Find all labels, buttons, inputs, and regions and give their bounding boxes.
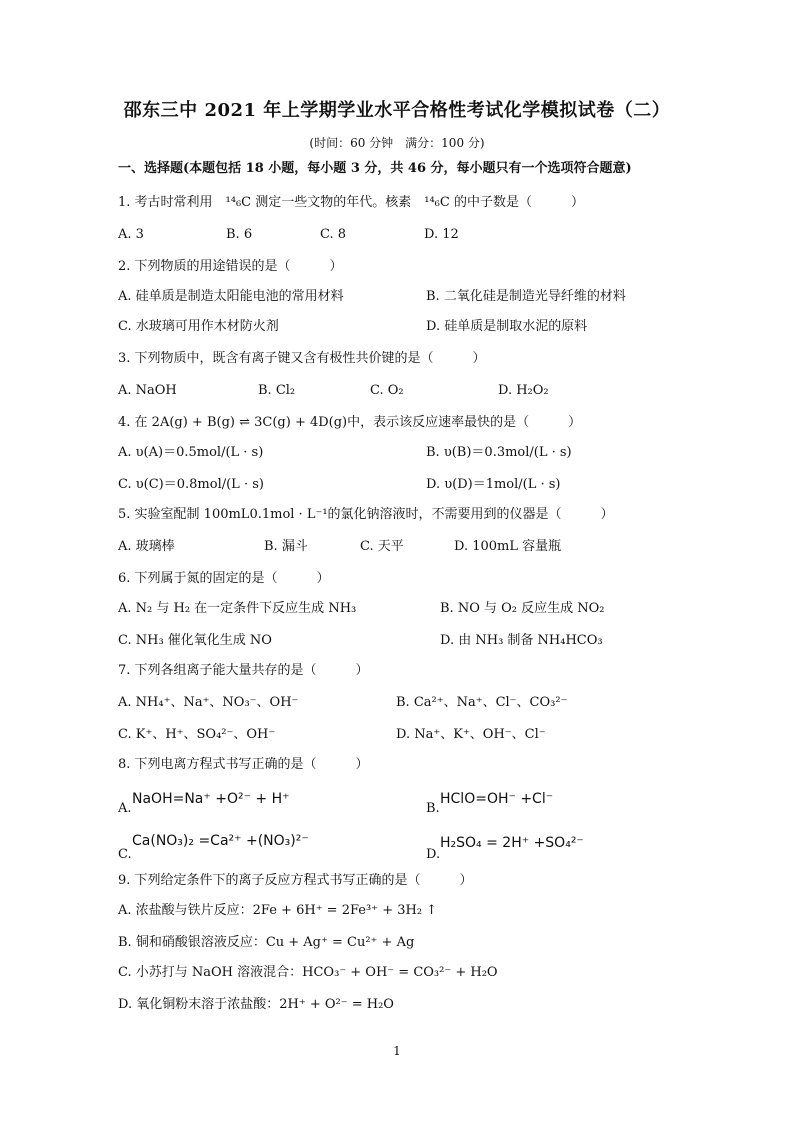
question-6-option-a: A. N₂ 与 H₂ 在一定条件下反应生成 NH₃ <box>118 601 357 616</box>
section-heading: 一、选择题(本题包括 18 小题，每小题 3 分，共 46 分，每小题只有一个选项符合题意) <box>118 161 632 176</box>
question-1-stem: 1. 考古时常利用 ¹⁴₆C 测定一些文物的年代。核素 ¹⁴₆C 的中子数是（ ） <box>118 195 584 210</box>
question-8-option-c-letter: C. <box>118 847 132 862</box>
question-7-option-b: B. Ca²⁺、Na⁺、Cl⁻、CO₃²⁻ <box>396 695 568 710</box>
question-2-option-a: A. 硅单质是制造太阳能电池的常用材料 <box>118 289 344 304</box>
question-8-stem: 8. 下列电离方程式书写正确的是（ ） <box>118 757 369 772</box>
question-4-option-d: D. υ(D)＝1mol/(L · s) <box>426 477 561 492</box>
question-3-option-c: C. O₂ <box>370 383 404 398</box>
question-3-option-d: D. H₂O₂ <box>498 383 549 398</box>
question-4-stem: 4. 在 2A(g) + B(g) ⇌ 3C(g) + 4D(g)中，表示该反应速率最快的是（ ） <box>118 415 582 430</box>
question-8-option-a-letter: A. <box>118 801 132 816</box>
question-6-option-d: D. 由 NH₃ 制备 NH₄HCO₃ <box>440 633 603 648</box>
question-5-option-d: D. 100mL 容量瓶 <box>454 539 562 554</box>
question-9-option-d: D. 氧化铜粉末溶于浓盐酸：2H⁺ + O²⁻ = H₂O <box>118 997 394 1012</box>
question-3-option-a: A. NaOH <box>118 383 177 398</box>
page-title: 邵东三中 2021 年上学期学业水平合格性考试化学模拟试卷（二） <box>123 100 671 121</box>
question-5-option-b: B. 漏斗 <box>264 539 308 554</box>
question-9-stem: 9. 下列给定条件下的离子反应方程式书写正确的是（ ） <box>118 873 473 888</box>
page-subtitle: (时间：60 分钟 满分：100 分) <box>309 136 485 150</box>
question-2-stem: 2. 下列物质的用途错误的是（ ） <box>118 259 343 274</box>
question-8-option-d-letter: D. <box>426 847 441 862</box>
question-4-option-a: A. υ(A)＝0.5mol/(L · s) <box>118 445 264 460</box>
question-7-option-d: D. Na⁺、K⁺、OH⁻、Cl⁻ <box>396 727 546 742</box>
question-2-option-d: D. 硅单质是制取水泥的原料 <box>426 319 588 334</box>
question-7-option-c: C. K⁺、H⁺、SO₄²⁻、OH⁻ <box>118 727 276 742</box>
question-5-option-c: C. 天平 <box>360 539 404 554</box>
page-number: 1 <box>393 1044 401 1058</box>
question-7-stem: 7. 下列各组离子能大量共存的是（ ） <box>118 663 369 678</box>
question-8-option-c-equation: Ca(NO₃)₂ =Ca²⁺ +(NO₃)²⁻ <box>132 833 309 849</box>
question-1-option-b: B. 6 <box>226 227 253 242</box>
question-2-option-c: C. 水玻璃可用作木材防火剂 <box>118 319 279 334</box>
question-3-stem: 3. 下列物质中，既含有离子键又含有极性共价键的是（ ） <box>118 351 486 366</box>
question-7-option-a: A. NH₄⁺、Na⁺、NO₃⁻、OH⁻ <box>118 695 299 710</box>
question-3-option-b: B. Cl₂ <box>258 383 296 398</box>
question-6-option-c: C. NH₃ 催化氧化生成 NO <box>118 633 272 648</box>
question-2-option-b: B. 二氧化硅是制造光导纤维的材料 <box>426 289 626 304</box>
question-1-option-d: D. 12 <box>424 227 459 242</box>
question-4-option-c: C. υ(C)＝0.8mol/(L · s) <box>118 477 264 492</box>
question-8-option-b-equation: HClO=OH⁻ +Cl⁻ <box>440 791 554 807</box>
question-9-option-b: B. 铜和硝酸银溶液反应：Cu + Ag⁺ = Cu²⁺ + Ag <box>118 935 415 950</box>
question-5-option-a: A. 玻璃棒 <box>118 539 175 554</box>
question-8-option-d-equation: H₂SO₄ = 2H⁺ +SO₄²⁻ <box>440 835 584 851</box>
question-1-option-a: A. 3 <box>118 227 144 242</box>
question-1-option-c: C. 8 <box>320 227 347 242</box>
question-6-option-b: B. NO 与 O₂ 反应生成 NO₂ <box>440 601 605 616</box>
question-8-option-a-equation: NaOH=Na⁺ +O²⁻ + H⁺ <box>132 791 290 807</box>
question-4-option-b: B. υ(B)＝0.3mol/(L · s) <box>426 445 572 460</box>
question-8-option-b-letter: B. <box>426 801 440 816</box>
question-6-stem: 6. 下列属于氮的固定的是（ ） <box>118 571 330 586</box>
question-5-stem: 5. 实验室配制 100mL0.1mol · L⁻¹的氯化钠溶液时，不需要用到的仪器是（ ） <box>118 507 614 522</box>
question-9-option-a: A. 浓盐酸与铁片反应：2Fe + 6H⁺ = 2Fe³⁺ + 3H₂ ↑ <box>118 903 438 918</box>
question-9-option-c: C. 小苏打与 NaOH 溶液混合：HCO₃⁻ + OH⁻ = CO₃²⁻ + H₂O <box>118 965 498 980</box>
